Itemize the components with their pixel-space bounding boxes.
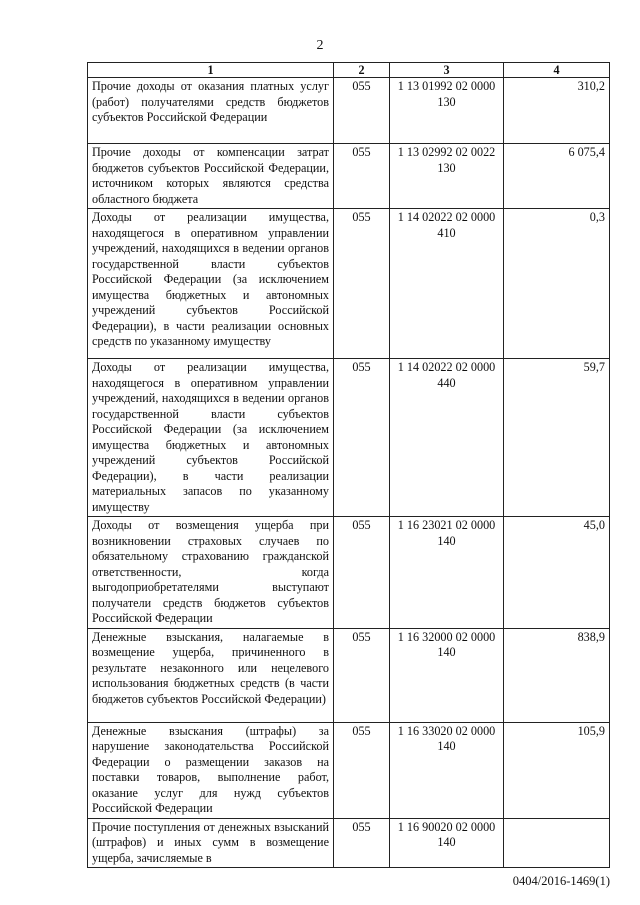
admin-code: 055: [334, 628, 390, 722]
budget-classification-code: 1 16 32000 02 0000 140: [390, 628, 504, 722]
table-row: [88, 209, 610, 359]
budget-classification-code: 1 13 02992 02 0022 130: [390, 144, 504, 209]
amount: 45,0: [504, 517, 610, 629]
amount: 838,9: [504, 628, 610, 722]
column-header-1: 1: [88, 63, 334, 78]
admin-code: 055: [334, 144, 390, 209]
table-row: [88, 78, 610, 144]
table-row: [88, 517, 610, 629]
revenue-description: Денежные взыскания (штрафы) за нарушение законодательства Российской Федерации о размещении заказов на поставки товаров, выполнение работ, оказание услуг для нужд субъектов Российской Федерации: [88, 722, 334, 818]
budget-classification-code: 1 14 02022 02 0000 440: [390, 359, 504, 517]
column-header-3: 3: [390, 63, 504, 78]
document-code: 0404/2016-1469(1): [512, 874, 610, 888]
column-header-4: 4: [504, 63, 610, 78]
revenue-table: [87, 62, 610, 868]
budget-classification-code: 1 14 02022 02 0000 410: [390, 209, 504, 359]
amount: [504, 818, 610, 868]
revenue-description: Прочие доходы от оказания платных услуг (работ) получателями средств бюджетов субъектов Российской Федерации: [88, 78, 334, 144]
revenue-description: Доходы от реализации имущества, находящегося в оперативном управлении учреждений, находящихся в ведении органов государственной власти субъектов Российской Федерации (за исключением имущества бюджетных и автономных учреждений субъектов Российской Федерации), в части реализации основных средств по указанному имуществу: [88, 209, 334, 359]
amount: 310,2: [504, 78, 610, 144]
budget-classification-code: 1 16 23021 02 0000 140: [390, 517, 504, 629]
column-header-2: 2: [334, 63, 390, 78]
table-row: [88, 359, 610, 517]
amount: 6 075,4: [504, 144, 610, 209]
amount: 59,7: [504, 359, 610, 517]
admin-code: 055: [334, 209, 390, 359]
admin-code: 055: [334, 359, 390, 517]
admin-code: 055: [334, 818, 390, 868]
admin-code: 055: [334, 78, 390, 144]
revenue-description: Доходы от реализации имущества, находящегося в оперативном управлении учреждений, находящихся в ведении органов государственной власти субъектов Российской Федерации (за исключением имущества бюджетных и автономных учреждений субъектов Российской Федерации), в части реализации материальных запасов по указанному имуществу: [88, 359, 334, 517]
revenue-description: Денежные взыскания, налагаемые в возмещение ущерба, причиненного в результате незаконного или нецелевого использования бюджетных средств (в части бюджетов субъектов Российской Федерации): [88, 628, 334, 722]
revenue-description: Прочие доходы от компенсации затрат бюджетов субъектов Российской Федерации, источником которых являются средства областного бюджета: [88, 144, 334, 209]
table-row: [88, 144, 610, 209]
revenue-description: Доходы от возмещения ущерба при возникновении страховых случаев по обязательному страхованию гражданской ответственности, когда выгодоприобретателями выступают получатели средств бюджетов субъектов Российской Федерации: [88, 517, 334, 629]
admin-code: 055: [334, 517, 390, 629]
budget-classification-code: 1 16 33020 02 0000 140: [390, 722, 504, 818]
budget-classification-code: 1 16 90020 02 0000 140: [390, 818, 504, 868]
table-row: [88, 628, 610, 722]
revenue-description: Прочие поступления от денежных взысканий (штрафов) и иных сумм в возмещение ущерба, зачисляемые в: [88, 818, 334, 868]
amount: 105,9: [504, 722, 610, 818]
table-row: [88, 818, 610, 868]
page-number: 2: [316, 38, 324, 53]
amount: 0,3: [504, 209, 610, 359]
admin-code: 055: [334, 722, 390, 818]
table-row: [88, 722, 610, 818]
budget-classification-code: 1 13 01992 02 0000 130: [390, 78, 504, 144]
table-header-row: [88, 63, 610, 78]
